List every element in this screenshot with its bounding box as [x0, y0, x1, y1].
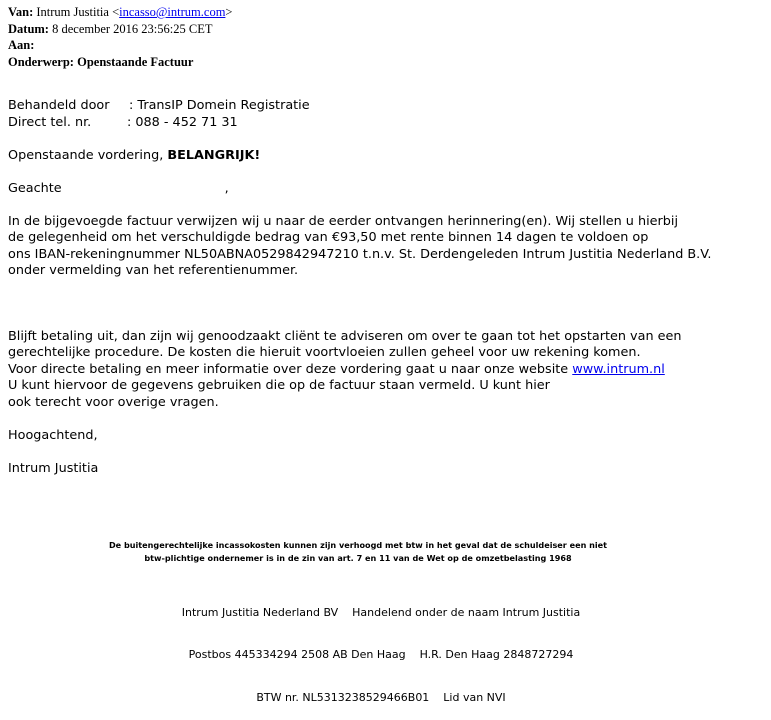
footer-line: BTW nr. NL5313238529466B01 Lid van NVI: [256, 691, 506, 705]
email-body: [8, 98, 763, 477]
from-email-link[interactable]: incasso@intrum.com: [119, 5, 226, 19]
to-label: Aan:: [8, 38, 35, 52]
footer-line: Postbos 445334294 2508 AB Den Haag H.R. Den Haag 2848727294: [188, 648, 574, 662]
paragraph-payment-line: U kunt hiervoor de gegevens gebruiken die op de factuur staan vermeld. U kunt hier: [8, 378, 550, 393]
from-row: [8, 4, 232, 21]
claim-text: Openstaande vordering,: [8, 147, 168, 163]
from-close: >: [225, 5, 233, 19]
subject-row: [8, 54, 232, 71]
paragraph-invoice-line: de gelegenheid om het verschuldigde bedrag van €93,50 met rente binnen 14 dagen te voldoen op: [8, 230, 649, 245]
subject-label: Onderwerp:: [8, 54, 74, 69]
claim-line: [8, 148, 763, 165]
paragraph-invoice-line: onder vermelding van het referentienummer.: [8, 263, 299, 278]
closing-line: Hoogachtend,: [8, 427, 98, 443]
from-label: Van:: [8, 5, 34, 19]
paragraph-payment-line: [8, 362, 763, 379]
phone-label: Direct tel. nr.: [8, 114, 92, 130]
greeting-line: [8, 181, 763, 198]
to-row: [8, 37, 232, 54]
footer-line: Intrum Justitia Nederland BV Handelend onder de naam Intrum Justitia: [181, 605, 581, 619]
from-name: Intrum Justitia <: [36, 5, 120, 19]
disclaimer-line: De buitengerechtelijke incassokosten kunnen zijn verhoogd met btw in het geval dat de schuldeiser een niet: [108, 540, 608, 550]
paragraph-warning-line: Blijft betaling uit, dan zijn wij genoodzaakt cliënt te adviseren om over te gaan tot het opstarten van een: [8, 328, 682, 344]
phone-value: : 088 - 452 71 31: [127, 114, 238, 130]
company-footer: [0, 577, 762, 720]
date-row: [8, 21, 232, 38]
phone-row: [8, 115, 763, 132]
greeting-word: Geachte: [8, 180, 62, 196]
paragraph-warning-line: gerechtelijke procedure. De kosten die hieruit voortvloeien zullen geheel voor uw rekening komen.: [8, 345, 641, 360]
date-value: 8 december 2016 23:56:25 CET: [52, 21, 213, 36]
handled-by-row: [8, 98, 763, 115]
greeting-comma: ,: [224, 180, 229, 196]
paragraph-payment-line: ook terecht voor overige vragen.: [8, 394, 219, 410]
paragraph-invoice-line: In de bijgevoegde factuur verwijzen wij u naar de eerder ontvangen herinnering(en). Wij stellen u hierbij: [8, 213, 679, 229]
claim-important: BELANGRIJK!: [167, 147, 261, 163]
email-header: [8, 4, 232, 70]
payment-text: Voor directe betaling en meer informatie over deze vordering gaat u naar onze website: [8, 361, 573, 377]
handled-by-label: Behandeld door: [8, 98, 110, 113]
disclaimer-line: btw-plichtige ondernemer is in de zin van art. 7 en 11 van de Wet op de omzetbelasting 1968: [144, 552, 572, 563]
subject-value: Openstaande Factuur: [77, 54, 194, 69]
signature-line: Intrum Justitia: [8, 460, 99, 476]
legal-disclaimer: [0, 539, 716, 564]
website-link[interactable]: www.intrum.nl: [572, 361, 665, 377]
paragraph-invoice-line: ons IBAN-rekeningnummer NL50ABNA0529842947210 t.n.v. St. Derdengeleden Intrum Justitia Nederland B.V.: [8, 246, 712, 262]
handled-by-value: : TransIP Domein Registratie: [129, 98, 310, 113]
date-label: Datum:: [8, 21, 49, 36]
